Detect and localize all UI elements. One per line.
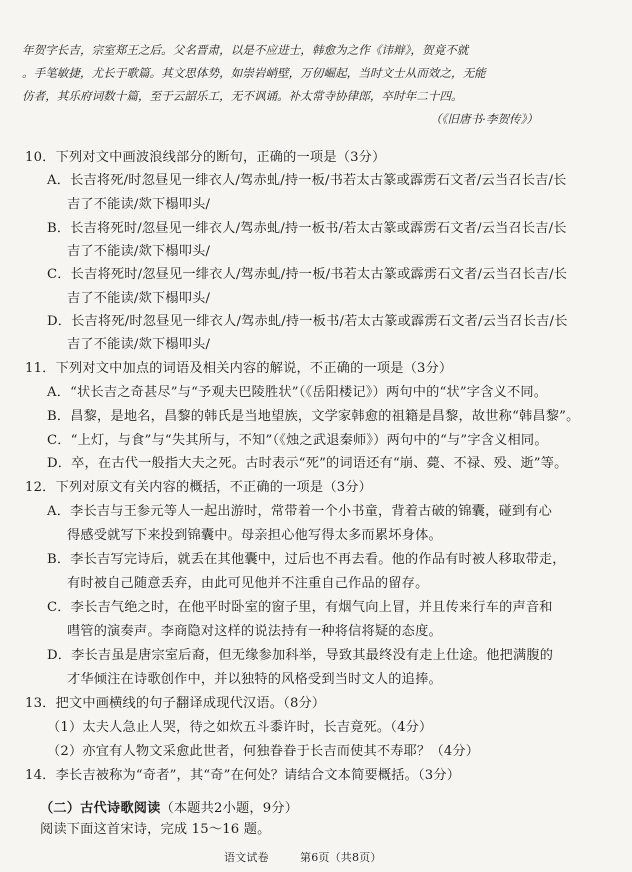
q10-option-b-line2: 吉了不能读/欻下榻叩头/ <box>67 244 211 259</box>
q13-stem: 13．把文中画横线的句子翻译成现代汉语。（8分） <box>25 696 326 711</box>
q12-option-d-line2: 才华倾注在诗歌创作中，并以独特的风格受到当时文人的追捧。 <box>67 672 442 687</box>
footer-page: 第6页（共8页） <box>300 851 382 864</box>
q13-item-1: （1）太夫人急止人哭，待之如炊五斗黍许时，长吉竟死。（4分） <box>47 720 433 735</box>
q10-option-b-line1: B．长吉将死时/忽昼见一绯衣人/驾赤虬/持一板书/若太古篆或霹雳石文者/云当召长吉/长 <box>47 221 567 236</box>
q10-option-d-line2: 吉了不能读/欻下榻叩头/ <box>67 337 211 352</box>
passage-line-2: 。手笔敏捷，尤长于歌篇。其文思体势，如崇岩峭壁，万仞崛起，当时文士从而效之，无能 <box>22 66 486 80</box>
q14-stem: 14．李长吉被称为“奇者”，其“奇”在何处？请结合文本简要概括。（3分） <box>25 768 461 783</box>
q12-option-b-line1: B．李长吉写完诗后，就丢在其他囊中，过后也不再去看。他的作品有时被人移取带走， <box>47 552 566 567</box>
q10-option-a-line2: 吉了不能读/欻下榻叩头/ <box>67 197 211 212</box>
section-instruction: 阅读下面这首宋诗，完成 15～16 题。 <box>40 822 271 837</box>
q11-option-a: A．“状长吉之奇甚尽”与“予观夫巴陵胜状”（《岳阳楼记》）两句中的“状”字含义不同。 <box>47 385 548 400</box>
footer-subject: 语文试卷 <box>224 851 269 864</box>
passage-source: （《旧唐书·李贺传》） <box>430 112 539 126</box>
q10-option-a-line1: A．长吉将死/时忽昼见一绯衣人/驾赤虬/持一板/书若太古篆或霹雳石文者/云当召长吉/长 <box>47 173 567 188</box>
passage-line-3: 仿者，其乐府词数十篇，至于云韶乐工，无不讽诵。补太常寺协律郎，卒时年二十四。 <box>22 89 463 103</box>
q10-option-c-line1: C．长吉将死时/忽昼见一绯衣人/驾赤虬/持一板/书若太古篆或霹雳石文者/云当召长吉/长 <box>47 267 568 282</box>
q12-option-b-line2: 有时被自己随意丢弃，由此可见他并不注重自己作品的留存。 <box>67 576 429 591</box>
section-title: （二）古代诗歌阅读 <box>40 801 161 816</box>
q12-option-c-line1: C．李长吉气绝之时，在他平时卧室的窗子里，有烟气向上冒，并且传来行车的声音和 <box>47 600 553 615</box>
passage-line-1: 年贺字长吉，宗室郑王之后。父名晋肃，以是不应进士，韩愈为之作《讳辩》，贺竟不就 <box>22 43 469 57</box>
q12-option-c-line2: 嘒管的演奏声。李商隐对这样的说法持有一种将信将疑的态度。 <box>67 624 442 639</box>
q12-option-d-line1: D．李长吉虽是唐宗室后裔，但无缘参加科举，导致其最终没有走上仕途。他把满腹的 <box>47 648 554 663</box>
q12-stem: 12．下列对原文有关内容的概括，不正确的一项是（3分） <box>25 480 373 495</box>
q10-stem: 10．下列对文中画波浪线部分的断句，正确的一项是（3分） <box>25 150 386 165</box>
q11-option-c: C．“上灯，与食”与“失其所与，不知”（《烛之武退秦师》）两句中的“与”字含义相同。 <box>47 433 548 448</box>
q11-stem: 11．下列对文中加点的词语及相关内容的解说，不正确的一项是（3分） <box>25 361 453 376</box>
q12-option-a-line1: A．李长吉与王参元等人一起出游时，常带着一个小书童，背着古破的锦囊，碰到有心 <box>47 504 553 519</box>
section-heading <box>40 801 298 817</box>
q10-option-c-line2: 吉了不能读/欻下榻叩头/ <box>67 291 211 306</box>
q13-item-2: （2）亦宜有人物文采愈此世者，何独眷眷于长吉而使其不寿耶？（4分） <box>47 744 480 759</box>
q11-option-b: B．昌黎，是地名，昌黎的韩氏是当地望族，文学家韩愈的祖籍是昌黎，故世称“韩昌黎”。 <box>47 409 580 424</box>
q10-option-d-line1: D．长吉将死/时忽昼见一绯衣人/驾赤虬/持一板书/若太古篆或霹雳石文者/云当召长吉/长 <box>47 314 568 329</box>
q12-option-a-line2: 得感受就写下来投到锦囊中。母亲担心他写得太多而累坏身体。 <box>67 528 442 543</box>
q11-option-d: D．卒，在古代一般指大夫之死。古时表示“死”的词语还有“崩、薨、不禄、殁、逝”等。 <box>47 456 568 471</box>
section-note: （本题共2小题，9分） <box>160 801 299 816</box>
